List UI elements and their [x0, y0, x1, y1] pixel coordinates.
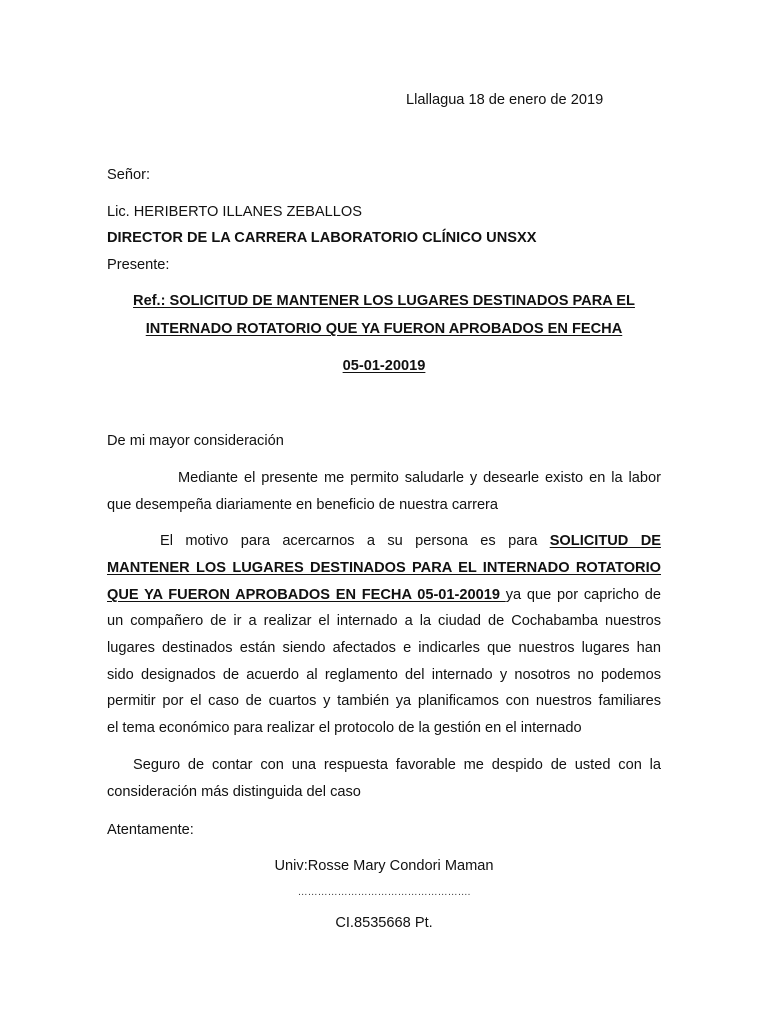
- paragraph2-line3: [107, 588, 661, 603]
- paragraph1-line1: Mediante el presente me permito saludarle y desearle existo en la labor: [178, 470, 661, 486]
- reference-line-3: 05-01-20019: [342, 358, 426, 374]
- recipient-name: Lic. HERIBERTO ILLANES ZEBALLOS: [107, 204, 362, 220]
- paragraph1-line2: que desempeña diariamente en beneficio de nuestra carrera: [107, 497, 499, 513]
- signature-line: …………………………………………….: [297, 887, 471, 898]
- paragraph2-line3-emphasis: QUE YA FUERON APROBADOS EN FECHA 05-01-20019: [107, 587, 506, 603]
- closing: Atentamente:: [107, 822, 194, 838]
- greeting: De mi mayor consideración: [107, 433, 284, 449]
- paragraph2-line1-text: El motivo para acercarnos a su persona es para: [160, 533, 538, 549]
- presente-label: Presente:: [107, 257, 170, 273]
- recipient-position: DIRECTOR DE LA CARRERA LABORATORIO CLÍNICO UNSXX: [107, 230, 537, 246]
- signature-ci: CI.8535668 Pt.: [335, 915, 433, 931]
- paragraph2-line2: MANTENER LOS LUGARES DESTINADOS PARA EL INTERNADO ROTATORIO: [107, 560, 661, 576]
- paragraph2-line4: un compañero de ir a realizar el internado a la ciudad de Cochabamba nuestros: [107, 613, 661, 629]
- paragraph2-line5: lugares destinados están siendo afectados e indicarles que nuestros lugares han: [107, 640, 661, 656]
- paragraph2-line1-emphasis: SOLICITUD DE: [549, 533, 661, 549]
- paragraph2-line7: permitir por el caso de cuartos y también ya planificamos con nuestros familiares: [107, 693, 661, 709]
- paragraph2-line6: sido designados de acuerdo al reglamento del internado y nosotros no podemos: [107, 667, 661, 683]
- paragraph2-line1: [160, 534, 661, 549]
- paragraph3-line2: consideración más distinguida del caso: [107, 784, 361, 800]
- paragraph3-line1: Seguro de contar con una respuesta favorable me despido de usted con la: [133, 757, 661, 773]
- reference-line-2: INTERNADO ROTATORIO QUE YA FUERON APROBADOS EN FECHA: [145, 321, 623, 337]
- signature-name: Univ:Rosse Mary Condori Maman: [274, 858, 494, 874]
- paragraph2-line3-text: ya que por capricho de: [505, 587, 661, 603]
- salutation: Señor:: [107, 167, 150, 183]
- paragraph2-line8: el tema económico para realizar el protocolo de la gestión en el internado: [107, 720, 582, 736]
- date-line: Llallagua 18 de enero de 2019: [406, 92, 604, 108]
- reference-line-1: Ref.: SOLICITUD DE MANTENER LOS LUGARES DESTINADOS PARA EL: [133, 293, 635, 309]
